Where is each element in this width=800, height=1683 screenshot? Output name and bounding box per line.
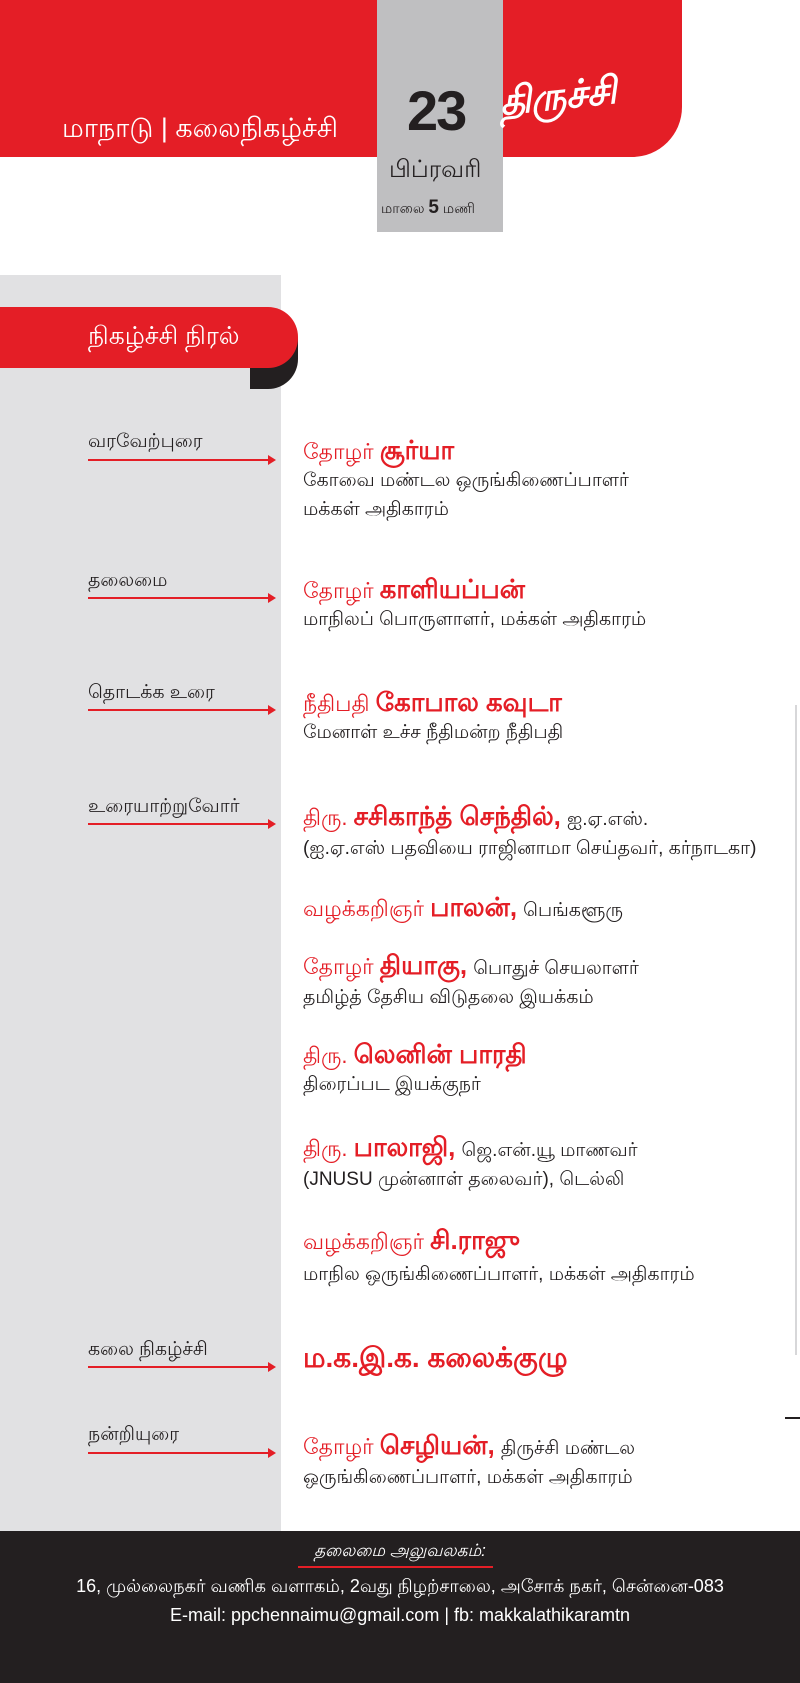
speaker-name: சி.ராஜு xyxy=(430,1225,520,1255)
section-label-inaugural: தொடக்க உரை xyxy=(88,682,215,703)
program-title: நிகழ்ச்சி நிரல் xyxy=(88,322,240,350)
speaker-title: தோழர் xyxy=(303,954,374,979)
speaker-desc: கோவை மண்டல ஒருங்கிணைப்பாளர் xyxy=(303,470,629,491)
edge-tick xyxy=(785,1417,800,1419)
speaker-entry xyxy=(303,688,563,747)
speaker-name: பாலாஜி, xyxy=(353,1132,456,1162)
speaker-title: நீதிபதி xyxy=(303,691,370,716)
time-suffix: மணி xyxy=(442,200,475,216)
section-label-welcome: வரவேற்புரை xyxy=(88,431,203,452)
troupe-name: ம.க.இ.க. கலைக்குழு xyxy=(303,1342,568,1373)
speaker-desc: மாநில ஒருங்கிணைப்பாளர், மக்கள் அதிகாரம் xyxy=(303,1264,695,1285)
speaker-name: லெனின் பாரதி xyxy=(353,1039,527,1069)
label-underline xyxy=(88,459,273,461)
time-hour: 5 xyxy=(428,197,439,218)
speaker-entry xyxy=(303,893,623,925)
section-label-presiding: தலைமை xyxy=(88,570,168,591)
event-title: மாநாடு | கலைநிகழ்ச்சி xyxy=(62,113,339,143)
speaker-name: சூர்யா xyxy=(379,435,455,465)
speaker-suffix: ஐ.ஏ.எஸ். xyxy=(567,809,649,830)
speaker-title: தோழர் xyxy=(303,439,374,464)
speaker-entry xyxy=(303,1040,527,1099)
speaker-title: திரு. xyxy=(303,1043,348,1068)
section-label-speakers: உரையாற்றுவோர் xyxy=(88,796,240,817)
speaker-entry xyxy=(303,951,639,1012)
speaker-title: வழக்கறிஞர் xyxy=(303,1229,424,1254)
speaker-desc: மாநிலப் பொருளாளர், மக்கள் அதிகாரம் xyxy=(303,609,647,630)
speaker-name: பாலன், xyxy=(430,892,518,922)
speaker-desc: மக்கள் அதிகாரம் xyxy=(303,499,449,520)
speaker-suffix: பொதுச் செயலாளர் xyxy=(473,958,639,979)
speaker-desc: தமிழ்த் தேசிய விடுதலை இயக்கம் xyxy=(303,987,594,1008)
city-name: திருச்சி xyxy=(497,69,619,124)
speaker-suffix: திருச்சி மண்டல xyxy=(500,1438,636,1459)
speaker-title: வழக்கறிஞர் xyxy=(303,896,424,921)
label-underline xyxy=(88,597,273,599)
footer-contact: E-mail: ppchennaimu@gmail.com | fb: makkalathikaramtn xyxy=(169,1605,631,1625)
event-time xyxy=(381,197,475,219)
speaker-entry xyxy=(303,1226,695,1289)
speaker-suffix: பெங்களூரு xyxy=(523,900,623,921)
speaker-entry xyxy=(303,1133,638,1194)
footer-heading: தலைமை அலுவலகம்: xyxy=(314,1541,486,1560)
label-underline xyxy=(88,823,273,825)
speaker-desc: (ஐ.ஏ.எஸ் பதவியை ராஜினாமா செய்தவர், கர்நாடகா) xyxy=(303,838,757,859)
label-underline xyxy=(88,1366,273,1368)
speaker-title: தோழர் xyxy=(303,1434,374,1459)
time-prefix: மாலை xyxy=(381,200,425,216)
section-label-thanks: நன்றியுரை xyxy=(88,1424,180,1445)
right-edge-line xyxy=(795,705,797,1355)
speaker-entry xyxy=(303,436,629,524)
speaker-desc: (JNUSU முன்னாள் தலைவர்), டெல்லி xyxy=(303,1169,625,1190)
speaker-name: காளியப்பன் xyxy=(379,574,525,604)
speaker-desc: மேனாள் உச்ச நீதிமன்ற நீதிபதி xyxy=(303,722,564,743)
speaker-entry xyxy=(303,1342,568,1378)
speaker-desc: திரைப்பட இயக்குநர் xyxy=(303,1074,481,1095)
label-underline xyxy=(88,709,273,711)
speaker-entry xyxy=(303,1431,635,1492)
speaker-title: தோழர் xyxy=(303,578,374,603)
speaker-name: கோபால கவுடா xyxy=(375,687,562,717)
speaker-name: சசிகாந்த் செந்தில், xyxy=(353,801,561,831)
label-underline xyxy=(88,1452,273,1454)
speaker-entry xyxy=(303,802,756,863)
speaker-title: திரு. xyxy=(303,805,348,830)
footer-address: 16, முல்லைநகர் வணிக வளாகம், 2வது நிழற்சாலை, அசோக் நகர், சென்னை-083 xyxy=(76,1576,724,1596)
footer-heading-underline xyxy=(298,1566,493,1568)
speaker-name: செழியன், xyxy=(379,1430,495,1460)
section-label-cultural: கலை நிகழ்ச்சி xyxy=(88,1339,208,1360)
speaker-desc: ஒருங்கிணைப்பாளர், மக்கள் அதிகாரம் xyxy=(303,1467,633,1488)
date-day: 23 xyxy=(407,79,466,142)
date-month: பிப்ரவரி xyxy=(389,156,482,183)
speaker-name: தியாகு, xyxy=(379,950,468,980)
speaker-title: திரு. xyxy=(303,1136,348,1161)
speaker-suffix: ஜெ.என்.யூ மாணவர் xyxy=(461,1140,638,1161)
speaker-entry xyxy=(303,575,646,634)
